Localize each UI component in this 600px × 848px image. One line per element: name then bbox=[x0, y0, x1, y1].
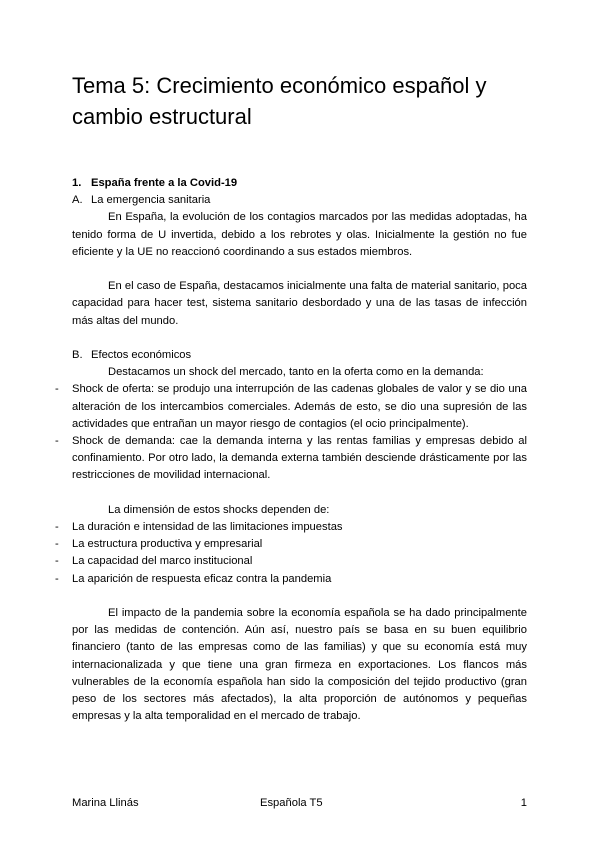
paragraph: El impacto de la pandemia sobre la economía española se ha dado principalmente por las medidas de contención. Aún así, nuestro país se basa en su buen equilibrio financiero (tanto de las empresas como de las familias) y que su economía está muy internacionalizada y que tiene una gran firmeza en exportaciones. Los flancos más vulnerables de la economía española han sido la composición del tejido productivo (gran peso de los sectores más afectados), la alta proporción de autónomos y pequeñas empresas y la alta temporalidad en el mercado de trabajo. bbox=[72, 607, 527, 723]
subsection-title: Efectos económicos bbox=[91, 349, 192, 361]
dash-bullet: - bbox=[55, 538, 59, 551]
list-item: - Shock de demanda: cae la demanda interna y las rentas familias y empresas debido al confinamiento. Por otro lado, la demanda externa también desciende drásticamente por las restricciones de movilidad internacional. bbox=[55, 435, 527, 482]
subsection-letter: A. bbox=[72, 194, 83, 207]
section-heading bbox=[72, 175, 527, 192]
document-title: Tema 5: Crecimiento económico español y cambio estructural bbox=[72, 73, 487, 129]
paragraph: Destacamos un shock del mercado, tanto en la oferta como en la demanda: bbox=[108, 366, 484, 379]
dash-bullet: - bbox=[55, 521, 59, 534]
paragraph: En el caso de España, destacamos inicialmente una falta de material sanitario, poca capacidad para hacer test, sistema sanitario desbordado y una de las tasas de infección más altas del mundo. bbox=[72, 280, 527, 327]
section-number: 1. bbox=[72, 177, 82, 189]
subsection-heading-a bbox=[72, 192, 527, 209]
footer-author: Marina Llinás bbox=[72, 797, 139, 809]
page-footer bbox=[72, 795, 527, 811]
list-item: - La aparición de respuesta eficaz contra la pandemia bbox=[72, 571, 527, 588]
list-item: - La capacidad del marco institucional bbox=[72, 553, 527, 570]
section-title: España frente a la Covid-19 bbox=[91, 177, 238, 189]
dimension-list bbox=[55, 519, 527, 588]
subsection-letter: B. bbox=[72, 349, 83, 361]
paragraph: La dimensión de estos shocks dependen de: bbox=[108, 503, 330, 516]
shock-list bbox=[55, 381, 527, 484]
page-number: 1 bbox=[520, 797, 527, 809]
document-body bbox=[55, 175, 527, 725]
dash-bullet: - bbox=[55, 555, 59, 568]
list-item: - La estructura productiva y empresarial bbox=[72, 536, 527, 553]
list-item: - Shock de oferta: se produjo una interrupción de las cadenas globales de valor y se dio una alteración de los intercambios comerciales. Además de esto, se dio una supresión de las actividades que entrañan un mayor riesgo de contagios (el ocio principalmente). bbox=[55, 383, 527, 430]
paragraph: En España, la evolución de los contagios marcados por las medidas adoptadas, ha tenido forma de U invertida, debido a los rebrotes y olas. Inicialmente la gestión no fue eficiente y la UE no reaccionó coordinando a sus estados miembros. bbox=[72, 211, 527, 258]
dash-bullet: - bbox=[55, 435, 59, 448]
dash-bullet: - bbox=[55, 572, 59, 585]
footer-course: Española T5 bbox=[260, 797, 323, 809]
subsection-heading-b bbox=[72, 347, 527, 364]
list-item: - La duración e intensidad de las limitaciones impuestas bbox=[72, 519, 527, 536]
dash-bullet: - bbox=[55, 383, 59, 396]
subsection-title: La emergencia sanitaria bbox=[91, 194, 211, 207]
